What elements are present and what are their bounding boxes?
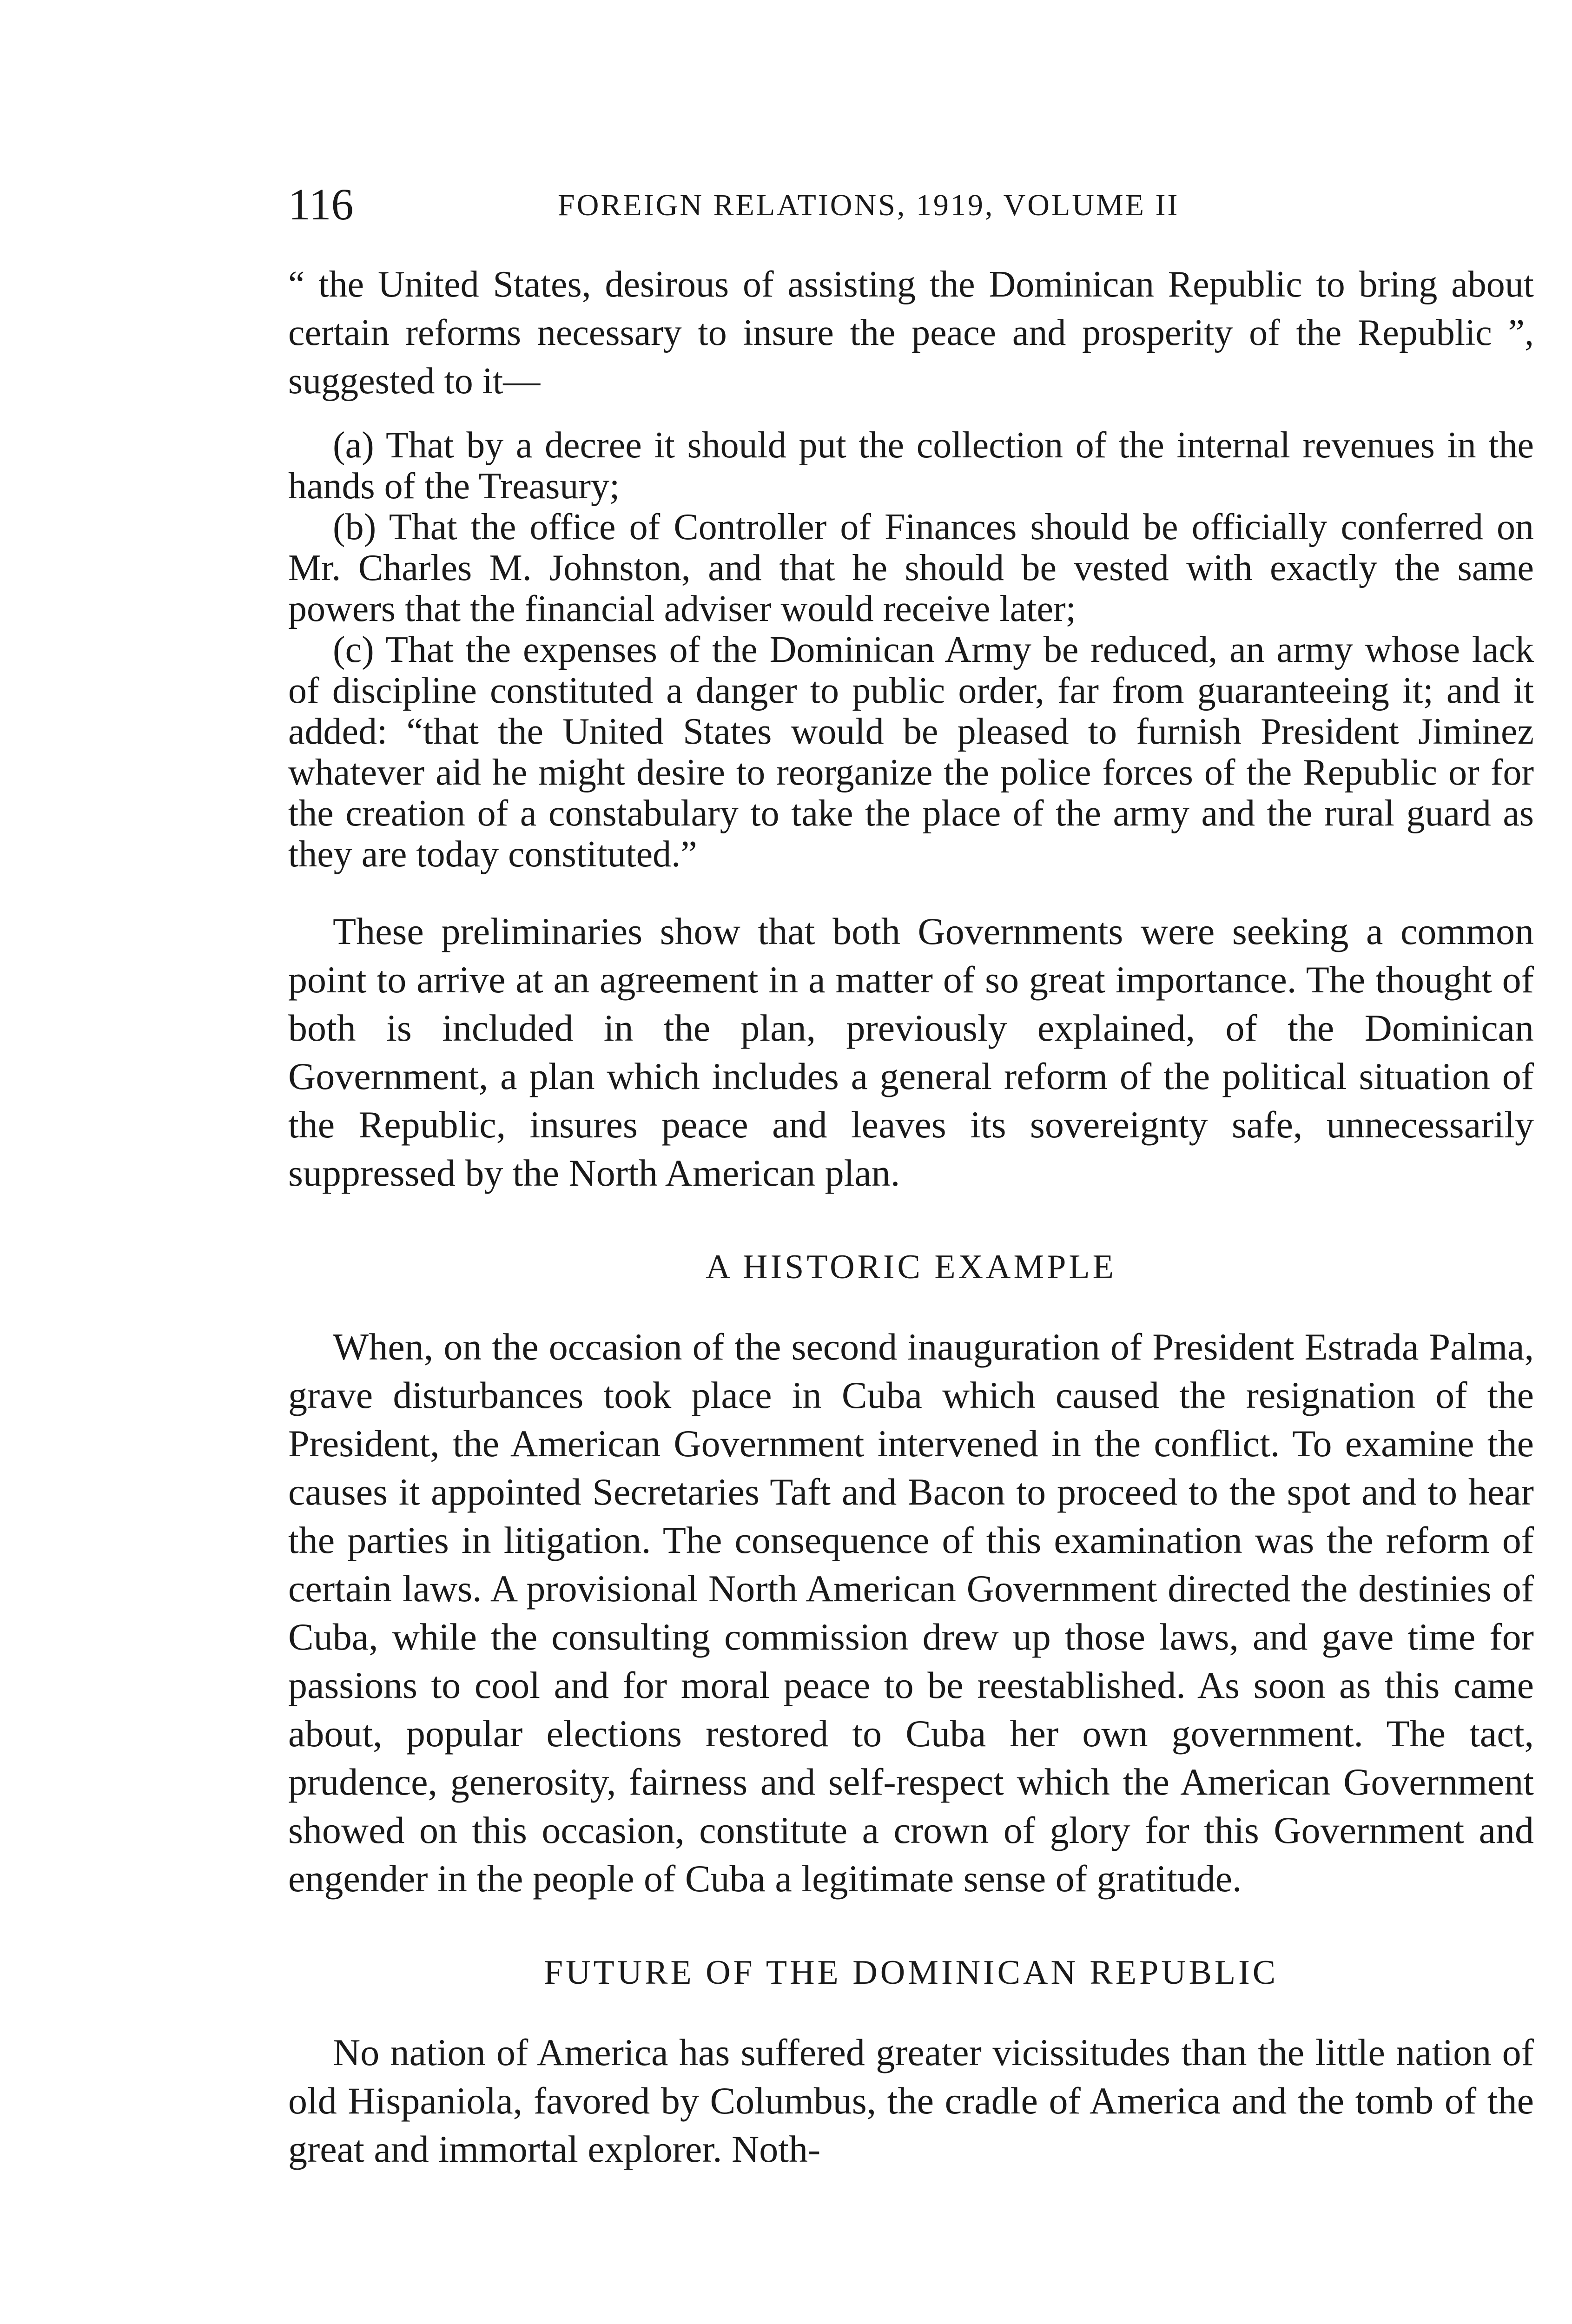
page-number: 116 — [288, 179, 354, 229]
quote-intro: “ the United States, desirous of assisting the Dominican Republic to bring about certain reforms necessary to insure the peace and prosperity of the Republic ”, suggested to it— — [288, 264, 1534, 402]
paragraph-preliminaries: These preliminaries show that both Governments were seeking a common point to arrive at an agreement in a matter of so great importance. The thought of both is included in the plan, previously explained, of the Dominican Government, a plan which includes a general reform of the political situation of the Republic, insures peace and leaves its sovereignty safe, unnecessarily suppressed by the North American plan. — [288, 910, 1534, 1194]
page-body — [288, 260, 1534, 2173]
paragraph-future: No nation of America has suffered greater vicissitudes than the little nation of old Hispaniola, favored by Columbus, the cradle of America and the tomb of the great and immortal explorer. Noth- — [288, 2031, 1534, 2170]
paragraph-historic-example: When, on the occasion of the second inauguration of President Estrada Palma, grave disturbances took place in Cuba which caused the resignation of the President, the American Government intervened in the conflict. To examine the causes it appointed Secretaries Taft and Bacon to proceed to the spot and to hear the parties in litigation. The consequence of this examination was the reform of certain laws. A provisional North American Government directed the destinies of Cuba, while the consulting commission drew up those laws, and gave time for passions to cool and for moral peace to be reestablished. As soon as this came about, popular elections restored to Cuba her own government. The tact, prudence, generosity, fairness and self-respect which the American Government showed on this occasion, constitute a crown of glory for this Government and engender in the people of Cuba a legitimate sense of gratitude. — [288, 1326, 1534, 1900]
quote-item-b: (b) That the office of Controller of Finances should be officially conferred on Mr. Charles M. Johnston, and that he should be vested with exactly the same powers that the financial adviser would receive later; — [288, 507, 1534, 629]
quoted-suggestions — [288, 260, 1534, 875]
section-heading-historic-example: A HISTORIC EXAMPLE — [706, 1248, 1116, 1286]
page-header — [288, 177, 1534, 232]
quote-item-a: (a) That by a decree it should put the collection of the internal revenues in the hands of the Treasury; — [288, 425, 1534, 507]
section-heading-future: FUTURE OF THE DOMINICAN REPUBLIC — [543, 1954, 1279, 1992]
running-head: FOREIGN RELATIONS, 1919, VOLUME II — [558, 188, 1180, 222]
quote-item-c: (c) That the expenses of the Dominican Army be reduced, an army whose lack of discipline constituted a danger to public order, far from guaranteeing it; and it added: “that the United States would be pleased to furnish President Jiminez whatever aid he might desire to reorganize the police forces of the Republic or for the creation of a constabulary to take the place of the army and the rural guard as they are today constituted.” — [288, 629, 1534, 875]
